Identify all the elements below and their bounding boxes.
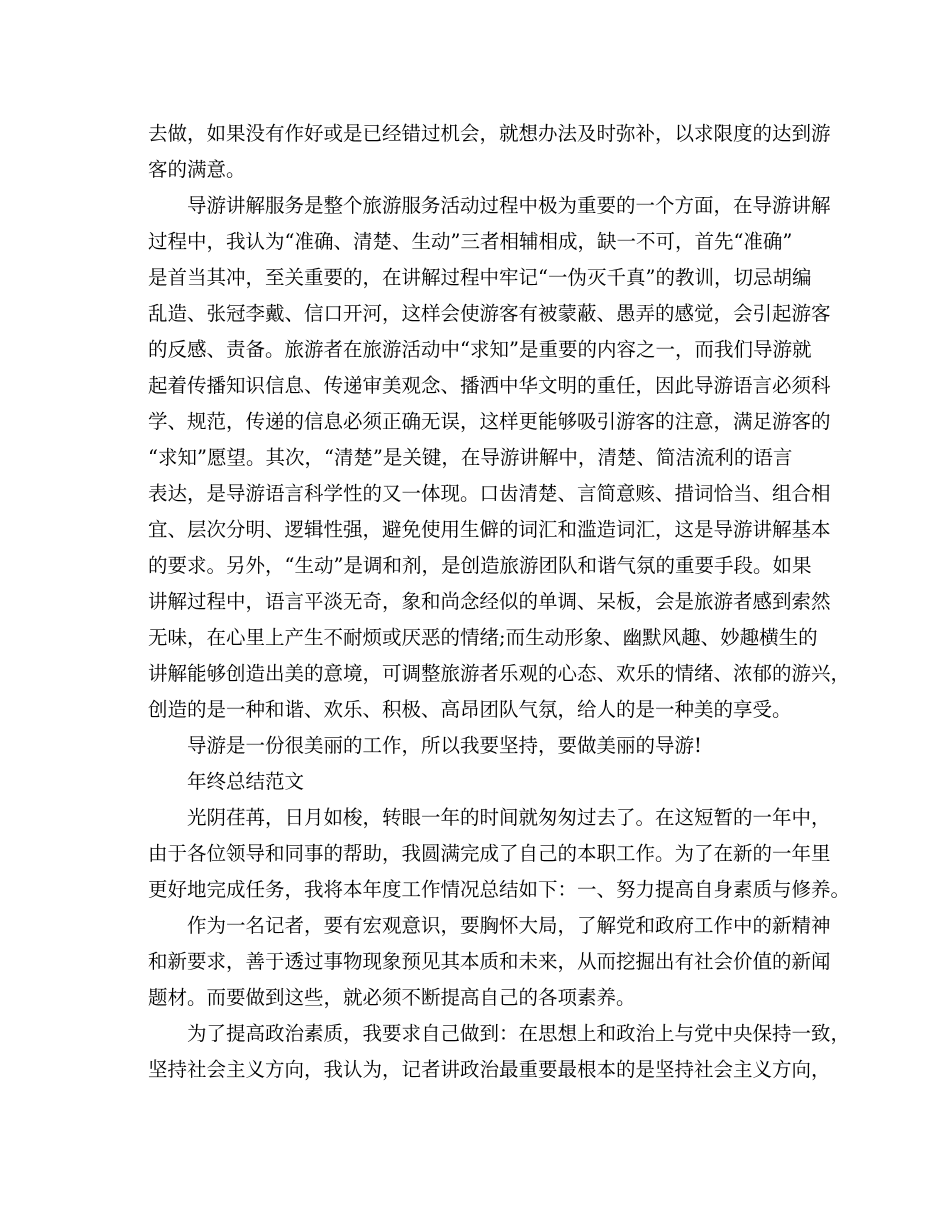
text-line: 无味，在心里上产生不耐烦或厌恶的情绪;而生动形象、幽默风趣、妙趣横生的 [148, 626, 818, 649]
text-line: 作为一名记者，要有宏观意识，要胸怀大局，了解党和政府工作中的新精神 [187, 914, 831, 937]
text-line: 坚持社会主义方向，我认为，记者讲政治最重要最根本的是坚持社会主义方向， [148, 1058, 831, 1081]
text-line: 更好地完成任务，我将本年度工作情况总结如下：一、努力提高自身素质与修养。 [148, 878, 851, 901]
text-line: 是首当其冲，至关重要的，在讲解过程中牢记“一伪灭千真”的教训，切忌胡编 [148, 266, 812, 289]
text-line: 讲解能够创造出美的意境，可调整旅游者乐观的心态、欢乐的情绪、浓郁的游兴， [148, 662, 851, 685]
text-line: 宜、层次分明、逻辑性强，避免使用生僻的词汇和滥造词汇，这是导游讲解基本 [148, 518, 831, 541]
text-line: 为了提高政治素质，我要求自己做到：在思想上和政治上与党中央保持一致， [187, 1022, 851, 1045]
text-line: 和新要求，善于透过事物现象预见其本质和未来，从而挖掘出有社会价值的新闻 [148, 950, 831, 973]
text-line: 讲解过程中，语言平淡无奇，象和尚念经似的单调、呆板，会是旅游者感到索然 [148, 590, 831, 613]
text-line: 客的满意。 [148, 158, 246, 181]
text-line: 去做，如果没有作好或是已经错过机会，就想办法及时弥补，以求限度的达到游 [148, 122, 831, 145]
text-line: 的要求。另外，“生动”是调和剂，是创造旅游团队和谐气氛的重要手段。如果 [148, 554, 812, 577]
text-line: 的反感、责备。旅游者在旅游活动中“求知”是重要的内容之一，而我们导游就 [148, 338, 812, 361]
text-line: 题材。而要做到这些，就必须不断提高自己的各项素养。 [148, 986, 636, 1009]
text-line: 过程中，我认为“准确、清楚、生动”三者相辅相成，缺一不可，首先“准确” [148, 230, 793, 253]
section-heading: 年终总结范文 [187, 770, 305, 793]
text-line: 起着传播知识信息、传递审美观念、播洒中华文明的重任，因此导游语言必须科 [148, 374, 831, 397]
text-line: 光阴荏苒，日月如梭，转眼一年的时间就匆匆过去了。在这短暂的一年中， [187, 806, 831, 829]
text-line: 由于各位领导和同事的帮助，我圆满完成了自己的本职工作。为了在新的一年里 [148, 842, 831, 865]
text-line: 导游讲解服务是整个旅游服务活动过程中极为重要的一个方面，在导游讲解 [187, 194, 831, 217]
text-line: 表达，是导游语言科学性的又一体现。口齿清楚、言简意赅、措词恰当、组合相 [148, 482, 831, 505]
text-line: 创造的是一种和谐、欢乐、积极、高昂团队气氛，给人的是一种美的享受。 [148, 698, 792, 721]
text-line: 乱造、张冠李戴、信口开河，这样会使游客有被蒙蔽、愚弄的感觉，会引起游客 [148, 302, 831, 325]
text-line: 学、规范，传递的信息必须正确无误，这样更能够吸引游客的注意，满足游客的 [148, 410, 831, 433]
text-line: “求知”愿望。其次，“清楚”是关键，在导游讲解中，清楚、简洁流利的语言 [148, 446, 793, 469]
text-line: 导游是一份很美丽的工作，所以我要坚持，要做美丽的导游! [187, 734, 702, 757]
